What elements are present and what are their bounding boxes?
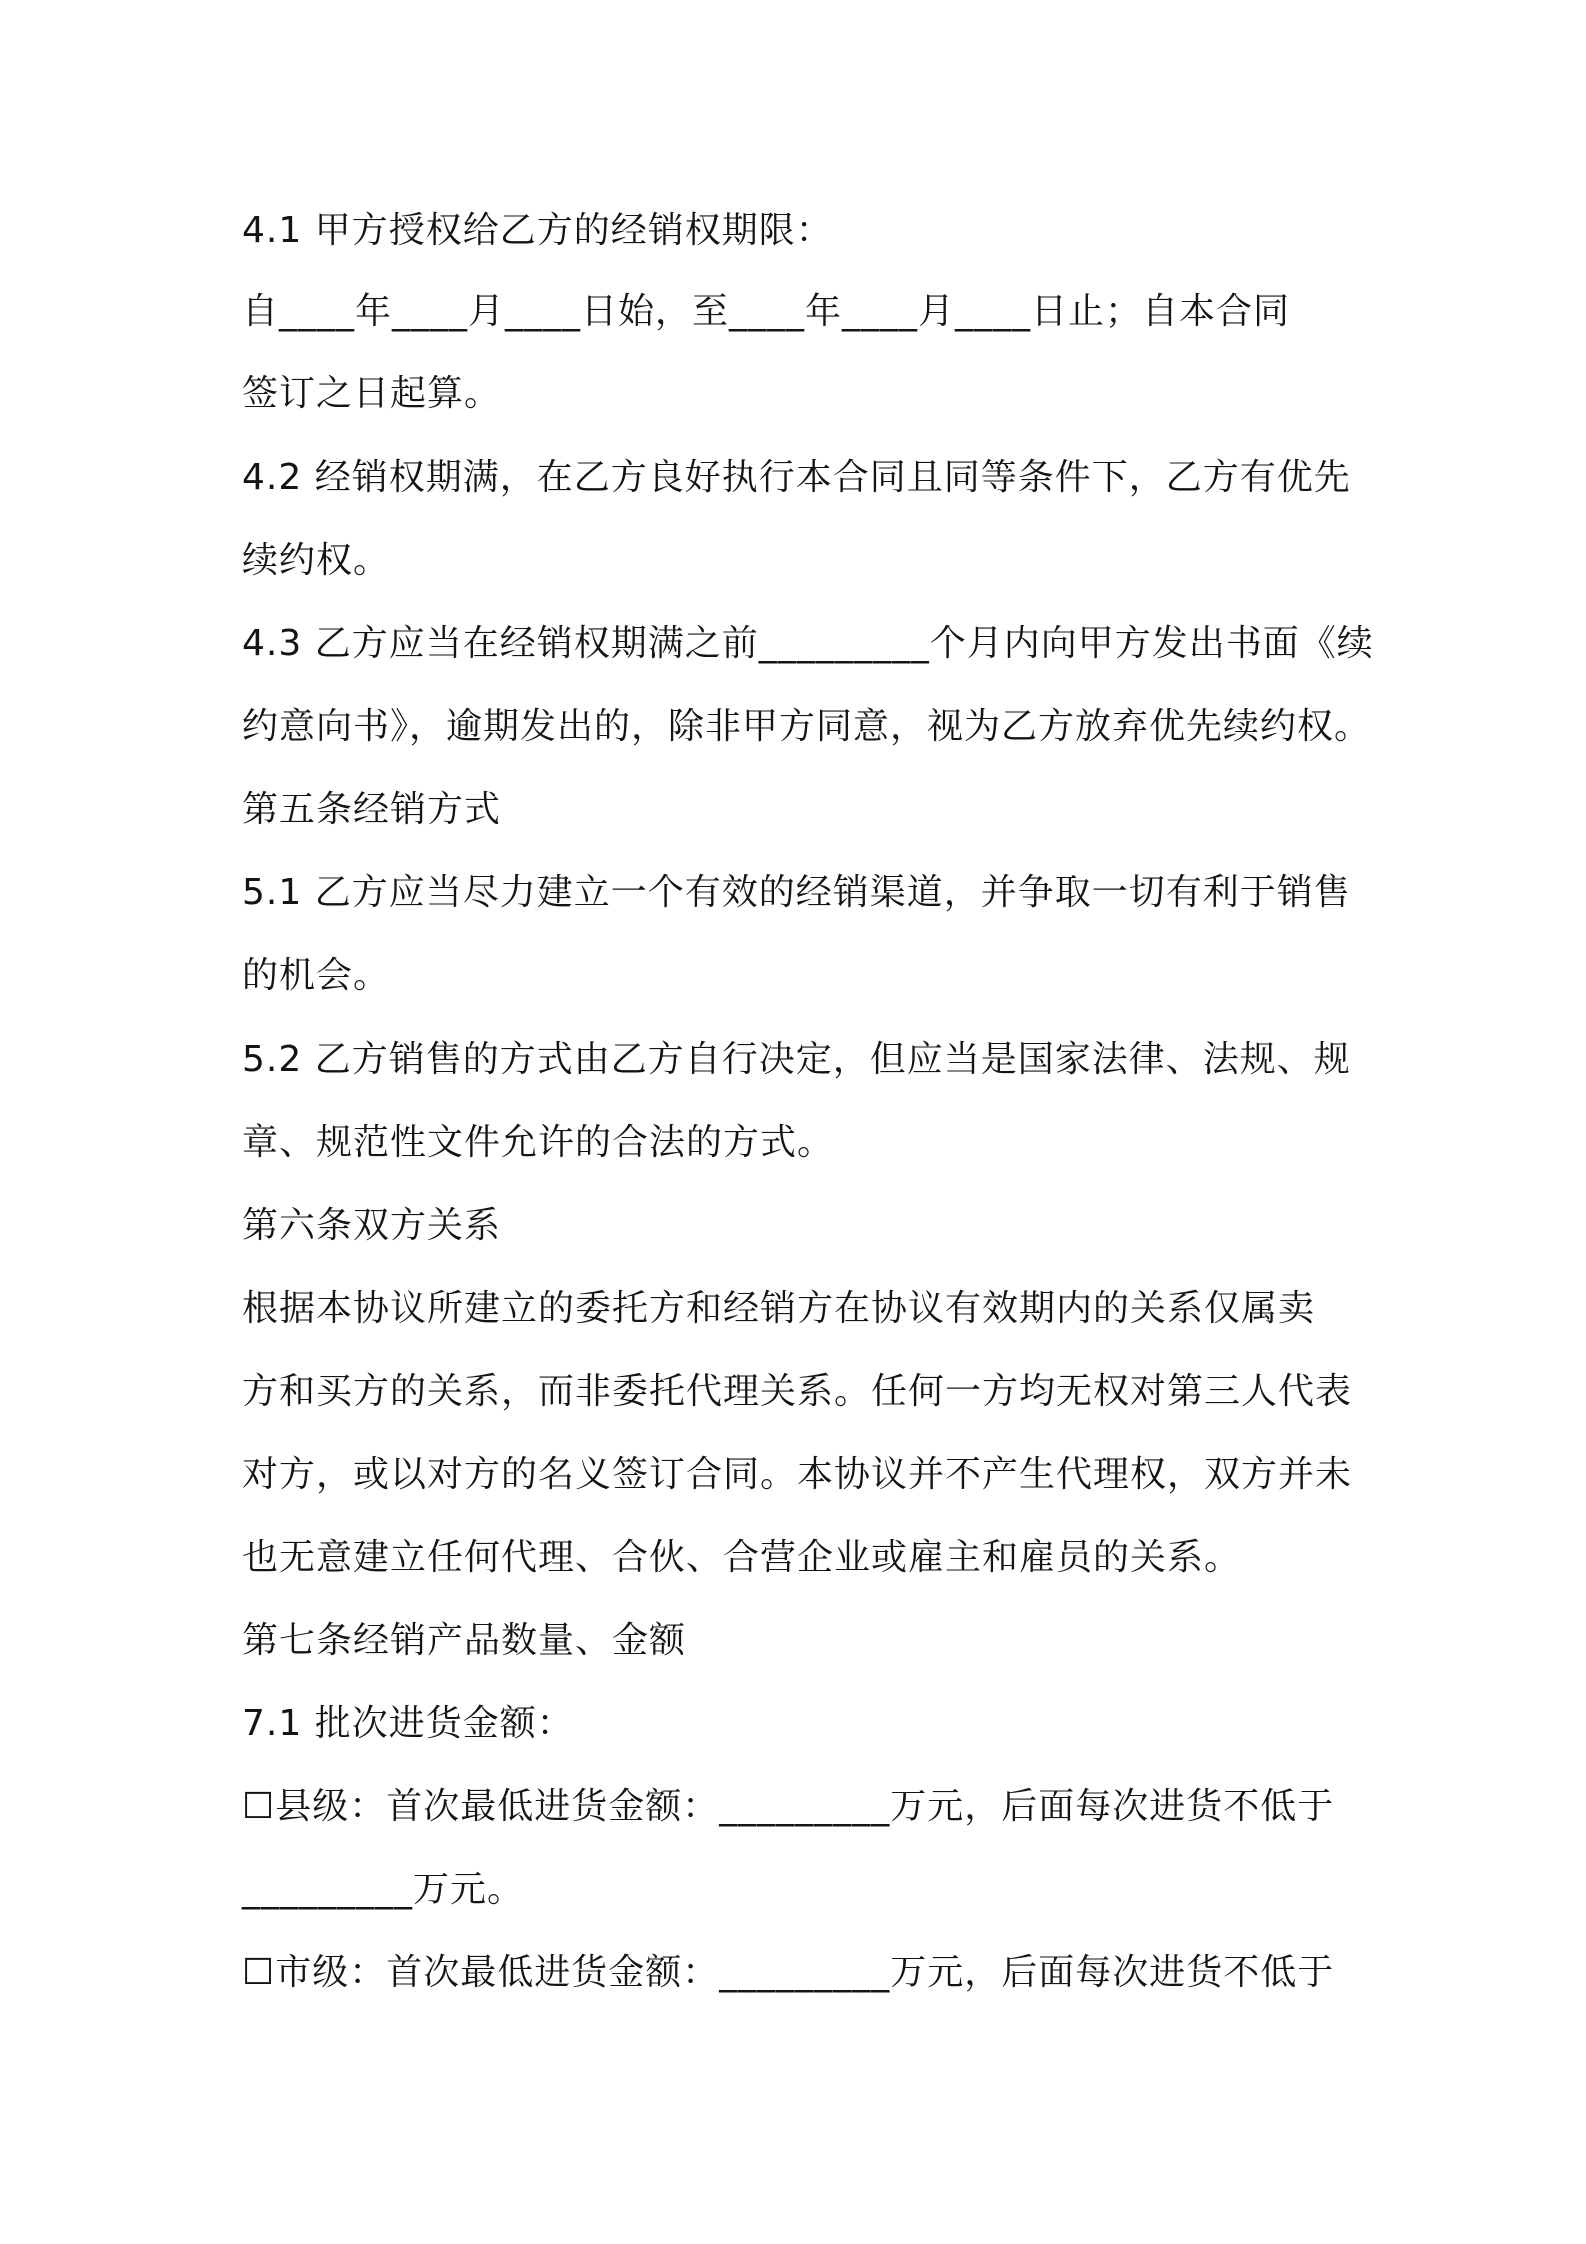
clause-4-1-dates-cont: 签订之日起算。 [242,373,502,414]
county-level-option-cont: _________万元。 [242,1869,525,1910]
section-7-heading: 第七条经销产品数量、金额 [242,1620,687,1661]
clause-4-3-cont: 约意向书》，逾期发出的，除非甲方同意，视为乙方放弃优先续约权。 [242,706,1372,747]
clause-5-2-cont: 章、规范性文件允许的合法的方式。 [242,1122,835,1163]
section-6-para-line-1: 根据本协议所建立的委托方和经销方在协议有效期内的关系仅属卖 [242,1288,1316,1329]
clause-4-3: 4.3 乙方应当在经销权期满之前_________个月内向甲方发出书面《续 [242,623,1374,664]
city-level-option: ☐市级：首次最低进货金额：_________万元，后面每次进货不低于 [242,1952,1335,1993]
section-5-heading: 第五条经销方式 [242,789,502,830]
section-6-para-line-4: 也无意建立任何代理、合伙、合营企业或雇主和雇员的关系。 [242,1537,1242,1578]
clause-5-1: 5.1 乙方应当尽力建立一个有效的经销渠道，并争取一切有利于销售 [242,872,1351,913]
clause-7-1: 7.1 批次进货金额： [242,1703,574,1744]
clause-4-2-cont: 续约权。 [242,540,391,581]
section-6-para-line-3: 对方，或以对方的名义签订合同。本协议并不产生代理权，双方并未 [242,1454,1353,1495]
clause-5-2: 5.2 乙方销售的方式由乙方自行决定，但应当是国家法律、法规、规 [242,1039,1351,1080]
clause-5-1-cont: 的机会。 [242,955,391,996]
section-6-para-line-2: 方和买方的关系，而非委托代理关系。任何一方均无权对第三人代表 [242,1371,1353,1412]
clause-4-2: 4.2 经销权期满，在乙方良好执行本合同且同等条件下，乙方有优先 [242,457,1351,498]
clause-4-1-title: 4.1 甲方授权给乙方的经销权期限： [242,210,833,251]
section-6-heading: 第六条双方关系 [242,1205,502,1246]
clause-4-1-dates: 自____年____月____日始，至____年____月____日止；自本合同 [242,291,1291,332]
county-level-option: ☐县级：首次最低进货金额：_________万元，后面每次进货不低于 [242,1786,1335,1827]
